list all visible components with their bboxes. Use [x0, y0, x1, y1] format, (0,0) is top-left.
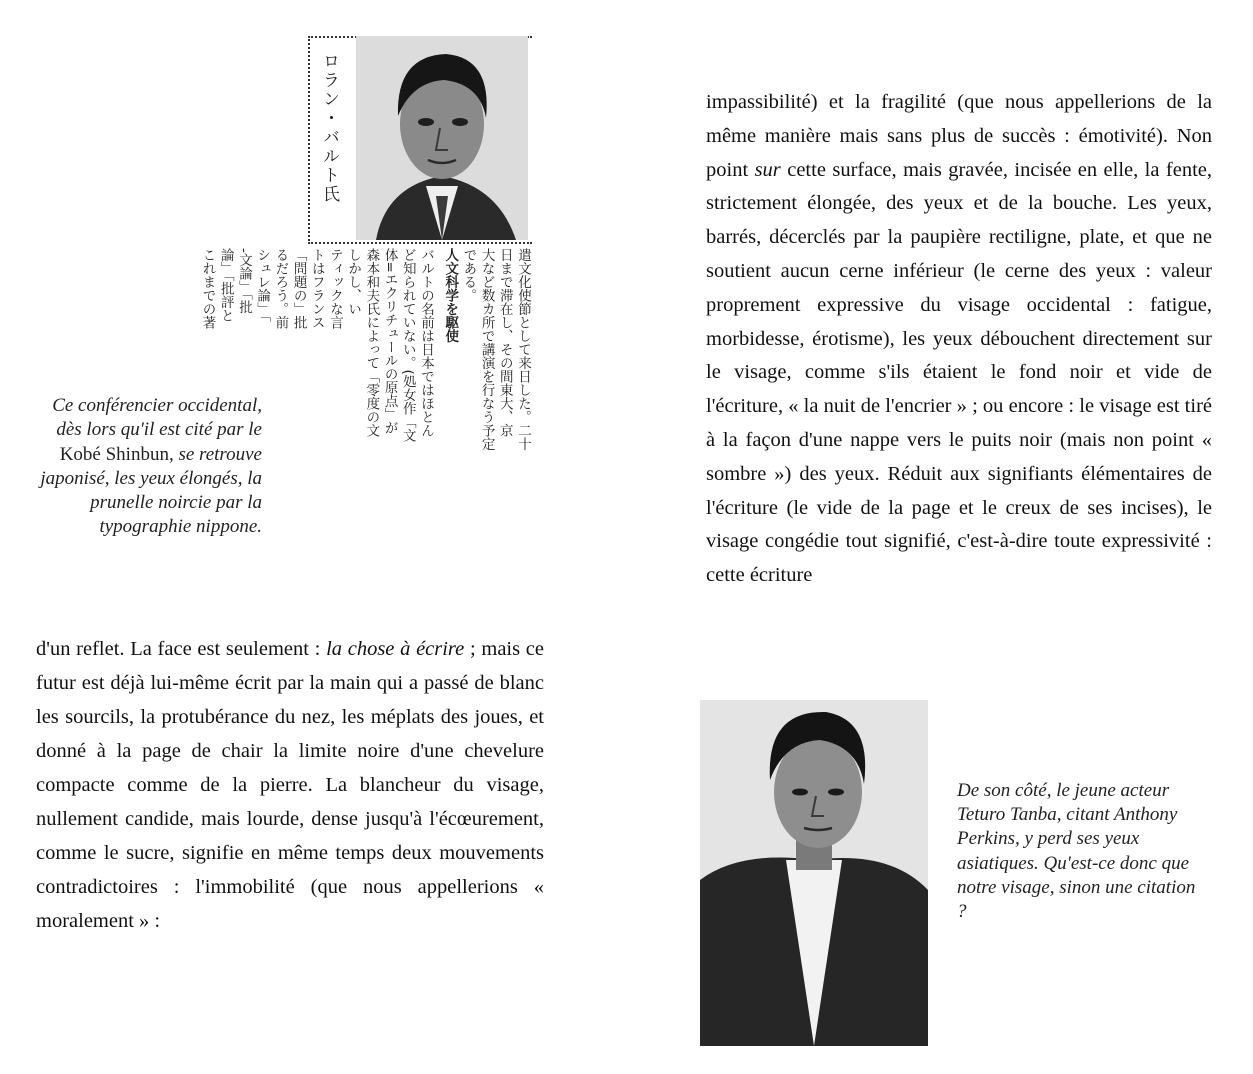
clipping-column: である。	[460, 248, 477, 302]
clipping-column: トはフランス	[308, 248, 325, 329]
clipping-column: これまでの著	[199, 248, 216, 329]
clipping-column: 森本和夫氏によって「零度の文	[363, 248, 380, 437]
clipping-vertical-text	[199, 248, 532, 608]
text-run: d'un reflet. La face est seulement :	[36, 638, 327, 660]
paragraph	[706, 86, 1212, 593]
caption-barthes	[30, 394, 262, 540]
clipping-column: ど知られていない。(処女作「文	[399, 248, 416, 443]
clipping-subheading: 人文科学を駆使	[442, 248, 459, 343]
clipping-column: バルトの名前は日本ではほとん	[417, 248, 434, 437]
clipping-column: 「問題の」批	[290, 248, 307, 329]
clipping-column: しかし、い	[345, 248, 362, 316]
clipping-column: ティックな言	[326, 248, 343, 329]
barthes-portrait-photo	[356, 36, 528, 240]
caption-text: Ce conférencier occidental, dès lors qu'il est cité par le	[52, 395, 262, 441]
text-run: cette surface, mais gravée, incisée en elle, la fente, strictement élongée, des yeux et de la bouche. Les yeux, barrés, décerclés par la paupière rectiligne, plate, et que ne soutient aucun cerne inférieur (le cerne des yeux : valeur proprement expressive du visage occidental : fatigue, morbidesse, érotisme), les yeux débouchent directement sur le visage, comme s'ils étaient le fond noir et vide de l'écriture, « la nuit de l'encrier » ; ou encore : le visage est tiré à la façon d'une nappe vers le puits noir (mais non point « sombre ») des yeux. Réduit aux signifiants élémentaires de l'écriture (le vide de la page et le creux de ses incises), le visage congédie tout signifié, c'est-à-dire toute expressivité : cette écriture	[706, 158, 1212, 587]
clipping-column: るだろう。前	[272, 248, 289, 329]
clipping-column: 論」「批評と	[217, 248, 234, 323]
clipping-name-vertical: ロラン・バルト氏	[319, 52, 339, 204]
caption-text: , se retrouve japonisé, les yeux élongés, la prunelle noircie par la typographie nippone.	[40, 443, 262, 538]
clipping-column: 体=エクリチュールの原点」が	[381, 248, 398, 435]
newspaper-clipping	[199, 34, 531, 594]
clipping-column: 大など数カ所で講演を行なう予定	[478, 248, 495, 451]
clipping-column: 日まで滞在し、その間東大、京	[496, 248, 513, 437]
newspaper-name: Kobé Shinbun	[59, 443, 169, 465]
actor-portrait-photo	[700, 700, 928, 1046]
caption-tanba: De son côté, le jeune acteur Teturo Tanba, citant Anthony Perkins, y perd ses yeux asiatiques. Qu'est-ce donc que notre visage, sinon une citation ?	[957, 780, 1196, 923]
actor-illustration	[700, 700, 928, 1046]
clipping-column: シュレ論」「	[254, 248, 271, 323]
paragraph	[36, 632, 544, 938]
body-text-right	[706, 86, 1212, 593]
clipping-column: -文論」「批	[235, 248, 252, 314]
emphasis: la chose à écrire	[326, 638, 465, 660]
text-run: impassibilité) et la fragilité (que nous appellerions de la même manière mais sans plus de succès : émotivité). Non point	[706, 91, 1212, 181]
emphasis: sur	[754, 158, 781, 181]
portrait-illustration	[356, 36, 528, 240]
text-run: ; mais ce futur est déjà lui-même écrit par la main qui a passé de blanc les sourcils, la protubérance du nez, les méplats des joues, et donné à la page de chair la limite noire d'une chevelure compacte comme de la pierre. La blancheur du visage, nullement candide, mais lourde, dense jusqu'à l'écœurement, comme le sucre, signifie en même temps deux mouvements contradictoires : l'immobilité (que nous appellerions « moralement » :	[36, 638, 544, 932]
body-text-left	[36, 632, 544, 938]
clipping-column: 遣文化使節として来日した。二十	[515, 248, 531, 451]
